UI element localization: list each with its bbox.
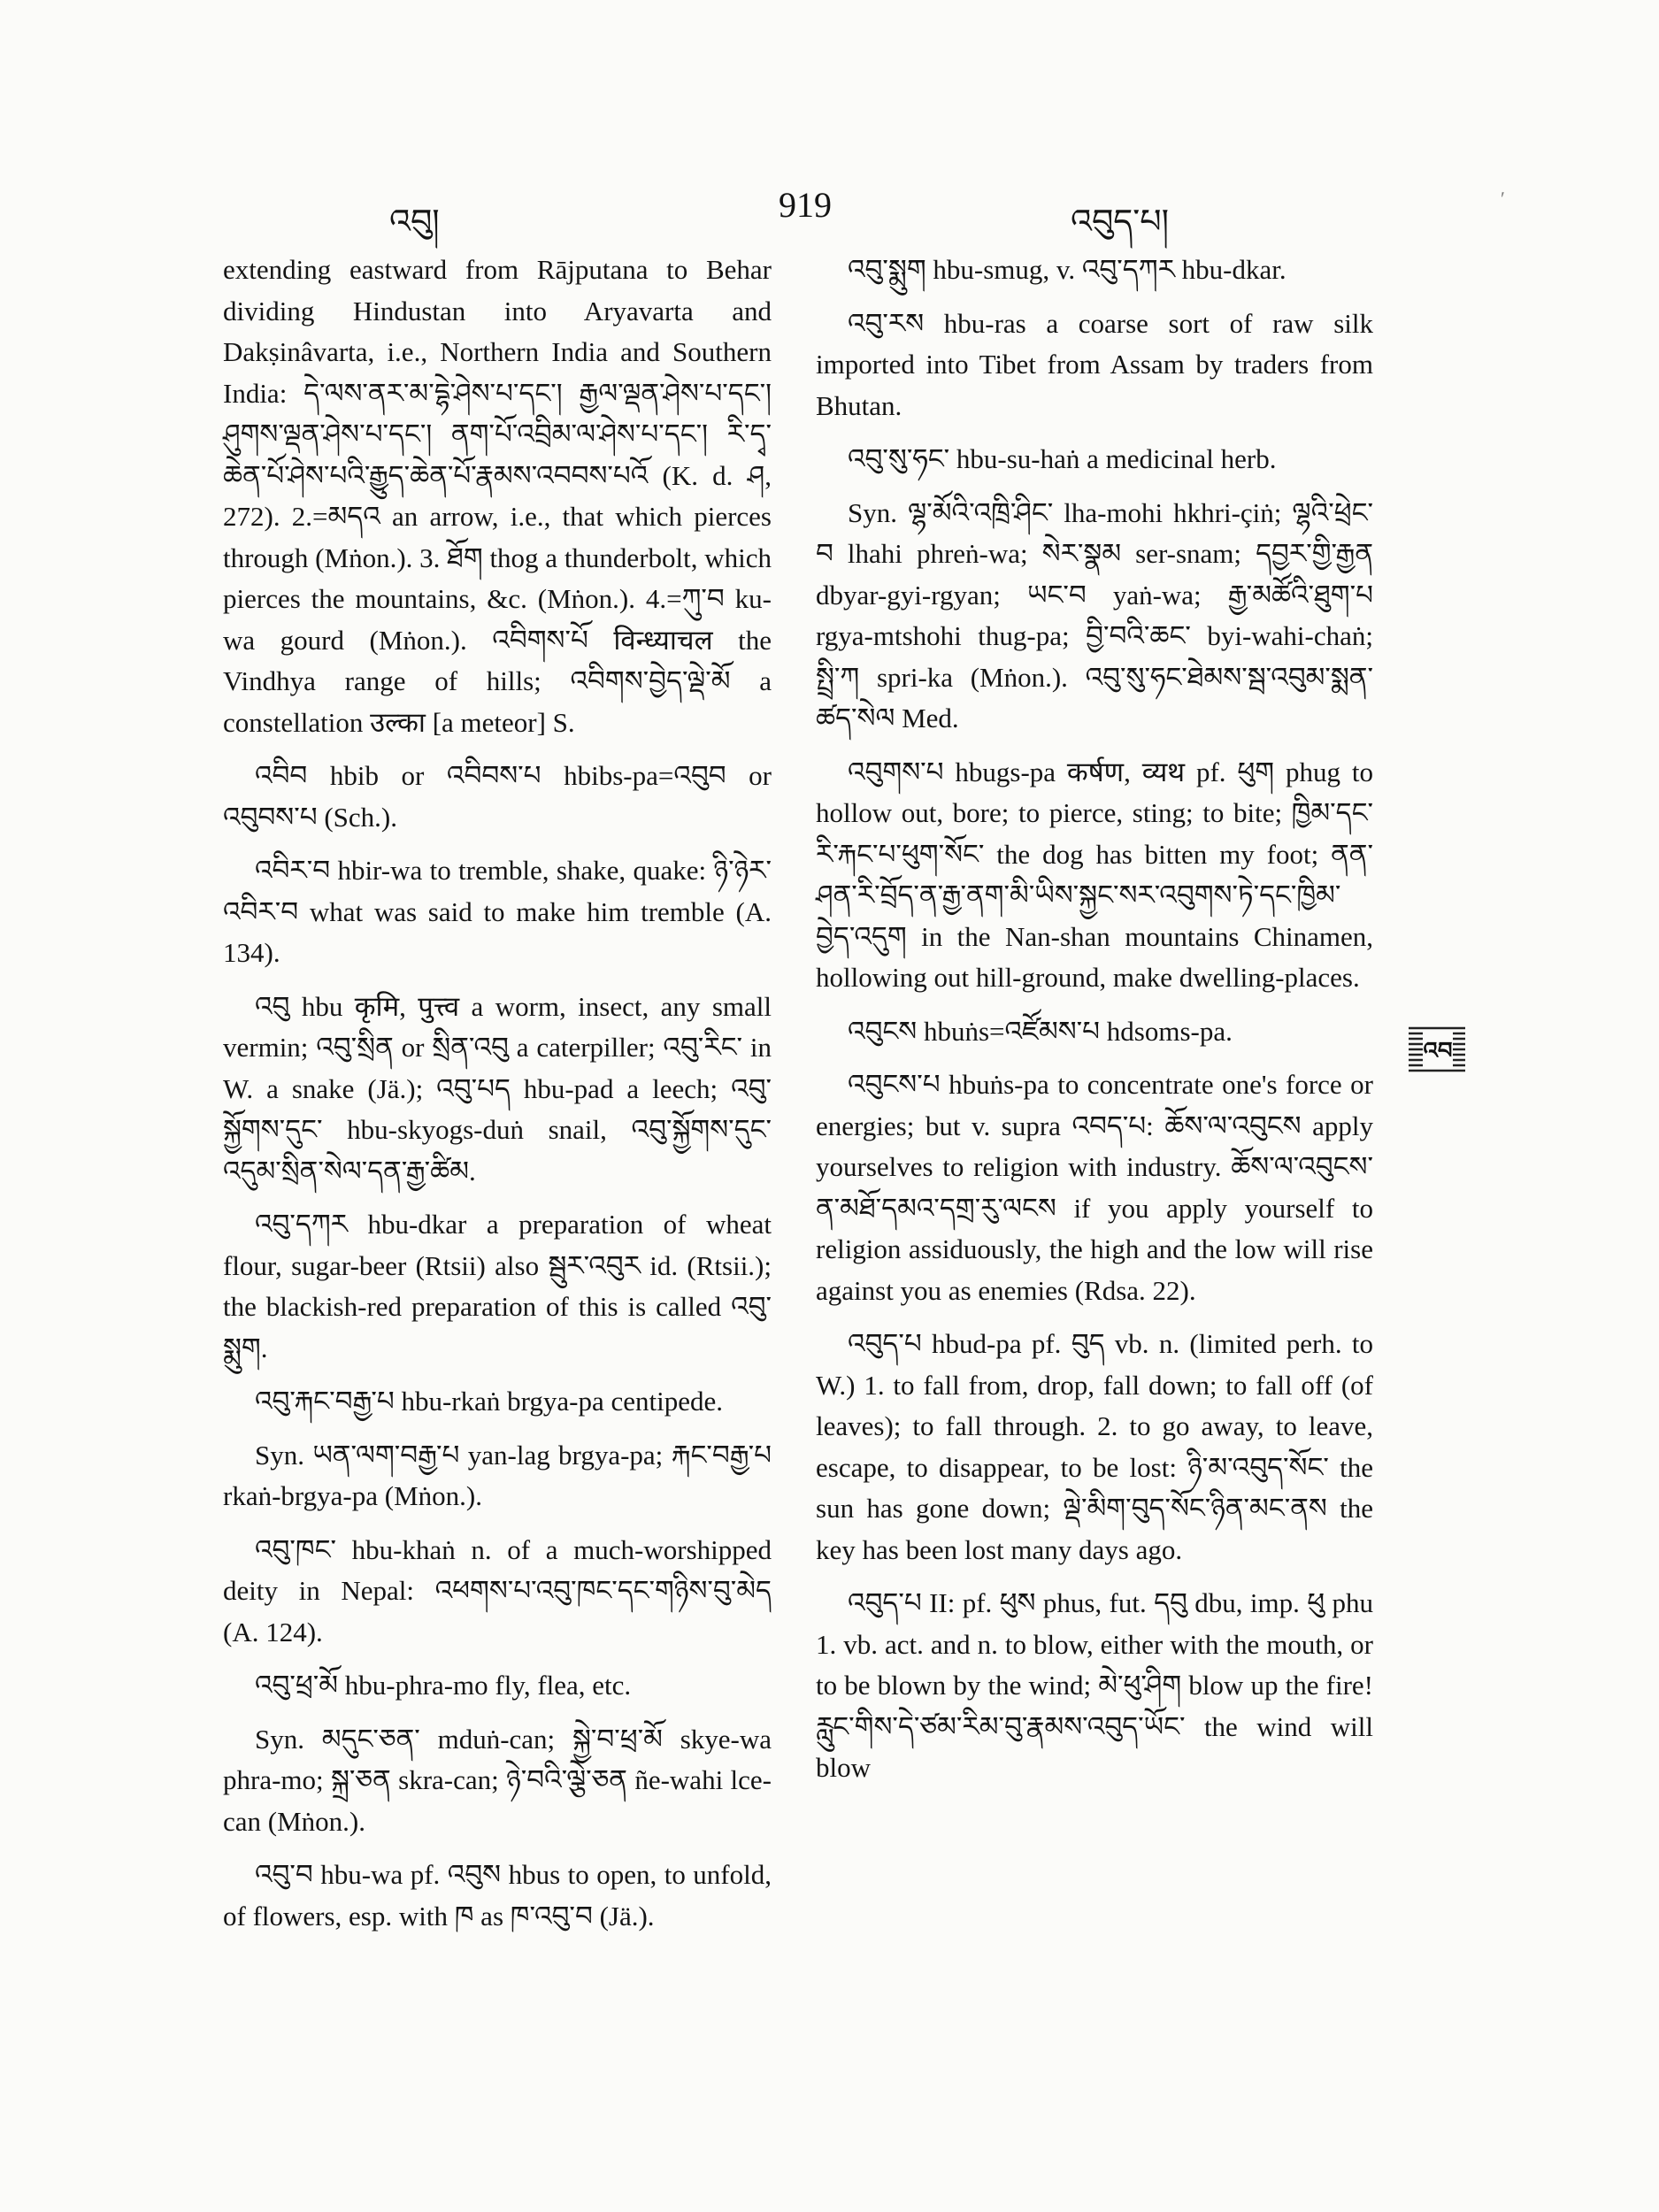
entry-hbud-pa-ii: འབུད་པ II: pf. ཕུས phus, fut. དབུ dbu, imp. ཕུ phu 1. vb. act. and n. to blow, either with the mouth, or to be blown by the wind; མེ་ཕུ་ཤིག blow up the fire! རླུང་གིས་དེ་ཙམ་རིམ་བུ་རྣམས་འབུད་ཡོང་ the wind will blow — [816, 1587, 1373, 1783]
page-number: 919 — [779, 185, 832, 225]
entry-hbu-phra-mo: འབུ་ཕྲ་མོ hbu-phra-mo fly, flea, etc. — [255, 1670, 632, 1701]
entry-hbu-khan: འབུ་ཁང་ hbu-khaṅ n. of a much-worshipped deity in Nepal: འཕགས་པ་འབུ་ཁང་དང་གཉིས་བུ་མེད (A. 124). — [223, 1533, 772, 1647]
entry-hbugs-pa: འབུགས་པ hbugs-pa कर्षण, व्यथ pf. ཕུག phug to hollow out, bore; to pierce, sting; to bite; ཁྱིམ་དང་རི་རྐང་པ་ཕུག་སོང་ the dog has bitten my foot; ནན་ཤན་རི་བྲོད་ན་རྒྱ་ནག་མི་ཡིས་སྐྱང་སར་འབུགས་ཏེ་དང་ཁྱིམ་བྱེད་འདུག in the Nan-shan mountains Chinamen, hollowing out hill-ground, make dwelling-places. — [816, 756, 1373, 993]
entry-synonyms-herb: Syn. ལྷ་མོའི་འཁྲི་ཤིང་ lha-mohi hkhri-çiṅ; ལྷའི་ཕྲེང་བ lhahi phreṅ-wa; སེར་སྣམ ser-snam; དབྱར་གྱི་རྒྱན dbyar-gyi-rgyan; ཡང་བ yaṅ-wa; རྒྱ་མཚོའི་ཐུག་པ rgya-mtshohi thug-pa; བྱི་བའི་ཆང་ byi-wahi-chaṅ; སྤྲི་ཀ spri-ka (Mṅon.). འབུ་སུ་ཧང་ཐེམས་སྦ་འབུམ་སྨན་ཚད་སེལ Med. — [816, 496, 1373, 733]
entry-hbud-pa: འབུད་པ hbud-pa pf. བུད vb. n. (limited perh. to W.) 1. to fall from, drop, fall down; to fall off (of leaves); to fall through. 2. to go away, to leave, escape, to disappear, to be lost: ཉི་མ་འབུད་སོང་ the sun has gone down; ལྡེ་མིག་བུད་སོང་ཉིན་མང་ནས the key has been lost many days ago. — [816, 1328, 1373, 1565]
entry-hbuns: འབུངས hbuṅs=འཛོམས་པ hdsoms-pa. — [848, 1015, 1233, 1047]
entry-hbir-wa: འབིར་བ hbir-wa to tremble, shake, quake: ཉི་ཉེར་འབིར་བ what was said to make him tremble (A. 134). — [223, 855, 772, 968]
entry-hbu-su-han: འབུ་སུ་ཧང་ hbu-su-haṅ a medicinal herb. — [848, 443, 1277, 474]
running-head-left: འབུ། — [389, 204, 440, 241]
entry-hbu-ras: འབུ་རས hbu-ras a coarse sort of raw silk imported into Tibet from Assam by traders from Bhutan. — [816, 307, 1373, 421]
entry-hbib: འབིབ hbib or འབིབས་པ hbibs-pa=འབུབ or འབུབས་པ (Sch.). — [223, 760, 772, 833]
thumb-index-tab — [1407, 1025, 1467, 1074]
entry-hbu-rkan-brgya-pa: འབུ་རྐང་བརྒྱ་པ hbu-rkaṅ brgya-pa centipede. — [255, 1386, 724, 1417]
entry-hbu-wa: འབུ་བ hbu-wa pf. འབུས hbus to open, to unfold, of flowers, esp. with ཁ as ཁ་འབུ་བ (Jä.). — [223, 1859, 772, 1932]
right-column — [816, 250, 1373, 1801]
entry-hbu-smug: འབུ་སྨུག hbu-smug, v. འབུ་དཀར hbu-dkar. — [848, 254, 1286, 285]
margin-mark: ʹ — [1501, 188, 1505, 210]
entry-hbuns-pa: འབུངས་པ hbuṅs-pa to concentrate one's force or energies; but v. supra འབད་པ: ཆོས་ལ་འབུངས apply yourselves to religion with industry. ཆོས་ལ་འབུངས་ན་མཐོ་དམའ་དགྲ་རུ་ལངས if you apply yourself to religion assiduously, the high and the low will rise against you as enemies (Rdsa. 22). — [816, 1069, 1373, 1306]
running-head-right: འབུད་པ། — [1071, 204, 1170, 241]
thumb-index-label: འབ — [1423, 1038, 1453, 1064]
entry-synonyms-centipede: Syn. ཡན་ལག་བརྒྱ་པ yan-lag brgya-pa; རྐང་བརྒྱ་པ rkaṅ-brgya-pa (Mṅon.). — [223, 1439, 772, 1511]
left-column — [223, 250, 772, 1949]
entry-hbu: འབུ hbu कृमि, पुत्त्व a worm, insect, any small vermin; འབུ་སྲིན or སྲིན་འབུ a caterpiller; འབུ་རིང་ in W. a snake (Jä.); འབུ་པད hbu-pad a leech; འབུ་སྐྱོགས་དུང་ hbu-skyogs-duṅ snail, འབུ་སྐྱོགས་དུང་འདུམ་སྲིན་སེལ་དན་རྒྱ་ཚིམ. — [223, 990, 772, 1187]
entry-continuation: extending eastward from Rājputana to Behar dividing Hindustan into Aryavarta and Dakṣinâvarta, i.e., Northern India and Southern India: དེ་ལས་ནར་མ་དྷེ་ཤེས་པ་དང་། རྒྱལ་ལྡན་ཤེས་པ་དང་། ཤུགས་ལྡན་ཤེས་པ་དང་། ནག་པོ་འབྲིམ་ལ་ཤེས་པ་དང་། རི་དྭ་ཆེན་པོ་ཤེས་པའི་རྒྱུད་ཆེན་པོ་རྣམས་འབབས་པའོ (K. d. ཤ, 272). 2.=མདའ an arrow, i.e., that which pierces through (Mṅon.). 3. ཐོག thog a thunderbolt, which pierces the mountains, &c. (Mṅon.). 4.=ཀུ་བ ku-wa gourd (Mṅon.). འབིགས་པོ विन्ध्याचल the Vindhya range of hills; འབིགས་བྱེད་ལྡེ་མོ a constellation उल्का [a meteor] S. — [223, 254, 772, 738]
entry-hbu-dkar: འབུ་དཀར hbu-dkar a preparation of wheat flour, sugar-beer (Rtsii) also སྦུར་འབུར id. (Rtsii.); the blackish-red preparation of this is called འབུ་སྨུག. — [223, 1209, 772, 1363]
entry-synonyms-fly: Syn. མདུང་ཅན་ mduṅ-can; སྐྱེ་བ་ཕྲ་མོ skye-wa phra-mo; སྐྲ་ཅན skra-can; ཉེ་བའི་ལྕེ་ཅན ñe-wahi lce-can (Mṅon.). — [223, 1723, 772, 1837]
